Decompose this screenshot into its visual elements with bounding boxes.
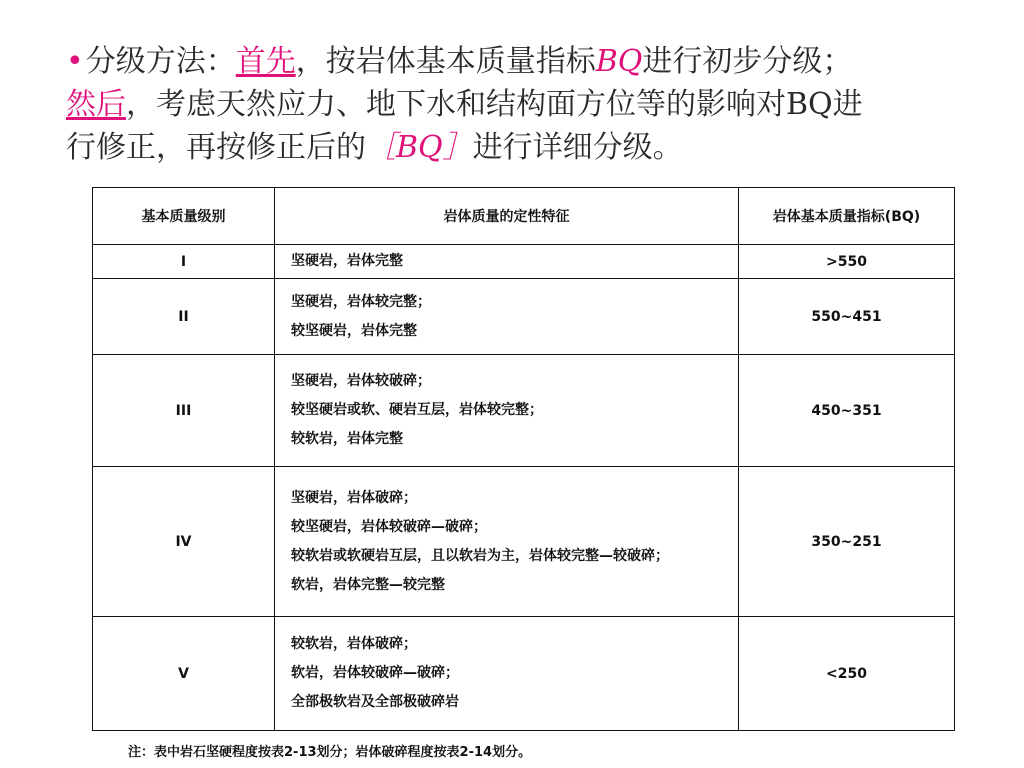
header-features: 岩体质量的定性特征 [275, 188, 739, 245]
highlight-first: 首先 [235, 44, 296, 79]
intro-line-2 [66, 83, 966, 126]
table-row [93, 617, 955, 731]
feature-line: 较坚硬岩，岩体较破碎—破碎； [291, 518, 487, 535]
bq-cell: >550 [739, 245, 955, 279]
feature-line: 坚硬岩，岩体较完整； [291, 293, 431, 310]
intro-text: ，考虑天然应力、地下水和结构面方位等的影响对BQ进 [126, 87, 863, 122]
intro-paragraph [66, 40, 966, 169]
feature-line: 软岩，岩体完整—较完整 [291, 576, 445, 593]
intro-text: 进行详细分级。 [472, 130, 683, 165]
feature-line: 坚硬岩，岩体破碎； [291, 489, 417, 506]
feature-line: 较坚硬岩，岩体完整 [291, 322, 417, 339]
bq-cell: <250 [739, 617, 955, 731]
grade-cell: III [93, 355, 275, 467]
intro-text: ，按岩体基本质量指标 [295, 44, 596, 79]
table-footnote: 注：表中岩石坚硬程度按表2-13划分；岩体破碎程度按表2-14划分。 [128, 745, 532, 760]
bq-cell: 350~251 [739, 467, 955, 617]
grade-cell: V [93, 617, 275, 731]
bq-cell: 450~351 [739, 355, 955, 467]
bq-cell: 550~451 [739, 279, 955, 355]
intro-text: 分级方法： [85, 44, 236, 79]
features-cell [275, 245, 739, 279]
feature-line: 软岩，岩体较破碎—破碎； [291, 665, 459, 681]
feature-line: 较软岩或软硬岩互层，且以软岩为主，岩体较完整—较破碎； [291, 547, 669, 564]
feature-line: 较软岩，岩体完整 [291, 431, 403, 447]
intro-text: 进行初步分级； [642, 44, 853, 79]
header-bq: 岩体基本质量指标(BQ) [739, 188, 955, 245]
table-row [93, 467, 955, 617]
grade-cell: II [93, 279, 275, 355]
header-grade: 基本质量级别 [93, 188, 275, 245]
feature-line: 较软岩，岩体破碎； [291, 636, 417, 652]
feature-line: 较坚硬岩或软、硬岩互层，岩体较完整； [291, 402, 543, 418]
bullet-icon: • [66, 44, 84, 79]
intro-line-1 [66, 40, 966, 83]
features-cell [275, 279, 739, 355]
table-header-row [93, 188, 955, 245]
features-cell [275, 355, 739, 467]
table-row [93, 245, 955, 279]
bq-term: BQ [595, 44, 643, 79]
features-cell [275, 467, 739, 617]
table-row [93, 355, 955, 467]
table-row [93, 279, 955, 355]
features-cell [275, 617, 739, 731]
grade-cell: IV [93, 467, 275, 617]
bq-bracket-term: ［BQ］ [366, 130, 473, 165]
feature-line: 坚硬岩，岩体完整 [291, 253, 403, 269]
feature-line: 坚硬岩，岩体较破碎； [291, 373, 431, 389]
feature-line: 全部极软岩及全部极破碎岩 [291, 694, 459, 710]
rock-grade-table [92, 187, 955, 731]
highlight-then: 然后 [66, 87, 126, 122]
intro-line-3 [66, 126, 966, 169]
intro-text: 行修正，再按修正后的 [66, 130, 366, 165]
grade-cell: I [93, 245, 275, 279]
